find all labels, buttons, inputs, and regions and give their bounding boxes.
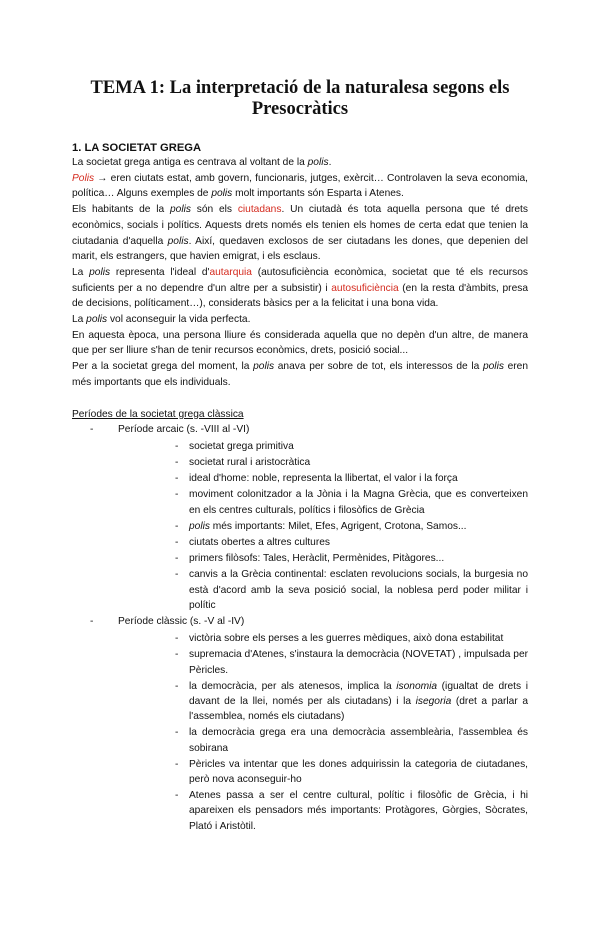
list-item: - supremacia d'Atenes, s'instaura la democràcia (NOVETAT) , impulsada per Pèricles.: [118, 647, 528, 677]
text: (igualtat de drets i davant de la llei, només per als ciutadans) i la: [189, 680, 528, 707]
list-item: - societat grega primitiva: [118, 439, 528, 454]
text: més importants: Milet, Efes, Agrigent, Crotona, Samos...: [209, 520, 467, 532]
text: la democràcia, per als atenesos, implica la: [189, 680, 397, 692]
archaic-items: [118, 439, 528, 613]
period-label: Període clàssic (s. -V al -IV): [118, 615, 245, 627]
text: representa l'ideal d': [110, 266, 210, 278]
text: anava per sobre de tot, els interessos de la: [274, 361, 483, 373]
text: La: [72, 314, 87, 326]
text: vol aconseguir la vida perfecta.: [107, 314, 251, 326]
list-item: - Pèricles va intentar que les dones adquirissin la categoria de ciutadanes, però nova aconseguir-ho: [118, 757, 528, 787]
text-italic: isonomia: [396, 680, 438, 692]
text: Per a la societat grega del moment, la: [72, 361, 254, 373]
paragraph-2: [72, 171, 528, 202]
text-italic: polis: [86, 314, 108, 326]
highlight-term: Polis: [72, 172, 95, 184]
text: La societat grega antiga es centrava al voltant de la: [72, 157, 308, 168]
page-title: TEMA 1: La interpretació de la naturalesa segons els Presocràtics: [90, 78, 510, 119]
highlight-term: autosuficiència: [331, 282, 399, 294]
list-item: - primers filòsofs: Tales, Heràclit, Permènides, Pitàgores...: [118, 551, 528, 566]
text: eren més importants que els individuals.: [72, 361, 528, 388]
text-italic: isegoria: [415, 696, 452, 707]
section-heading: 1. LA SOCIETAT GREGA: [72, 142, 202, 154]
paragraph-7: [72, 359, 528, 390]
text-italic: polis: [211, 188, 233, 200]
period-classic: [72, 614, 528, 834]
text: → eren ciutats estat, amb govern, funcionaris, jutges, exèrcit… Controlaven la seva economia, política… Alguns exemples de: [72, 172, 528, 200]
text: . Un ciutadà és tota aquella persona que té drets econòmics, socials i polítics. Aquests drets només els tenien els homes de certa edat que tenien la ciutadania d'aquella: [72, 204, 528, 247]
period-archaic: [72, 422, 528, 613]
text-italic: polis: [482, 361, 504, 373]
paragraph-6: En aquesta època, una persona lliure és considerada aquella que no depèn d'un altre, de manera que per ser lliure s'han de tenir recursos econòmics, drets, posició social...: [72, 329, 528, 357]
paragraph-3: [72, 202, 528, 265]
text: La: [72, 266, 90, 278]
classic-items: [118, 631, 528, 834]
list-item: - victòria sobre els perses a les guerres mèdiques, això dona estabilitat: [118, 631, 528, 646]
list-item: [118, 519, 528, 534]
list-item: - la democràcia grega era una democràcia assembleària, l'assemblea és sobirana: [118, 725, 528, 755]
list-item: - ciutats obertes a altres cultures: [118, 535, 528, 550]
text: (autosuficiència econòmica, societat que té els recursos suficients per a no dependre d'un altre per a subsistir) i: [72, 266, 528, 294]
list-item: [118, 679, 528, 725]
text: (en la resta d'àmbits, presa de decisions, políticament…), considerats bàsics per a la felicitat i una bona vida.: [72, 282, 528, 310]
paragraph-4: [72, 265, 528, 312]
text-italic: polis: [253, 361, 275, 373]
text-italic: polis: [189, 520, 210, 532]
text-italic: polis: [307, 157, 329, 168]
highlight-term: autarquia: [209, 266, 252, 278]
period-label: Període arcaic (s. -VIII al -VI): [118, 423, 250, 435]
text: . Així, quedaven exclosos de ser ciutadans les dones, que depenien del marit, els estrangers, que havien emigrat, i els esclaus.: [72, 235, 529, 263]
paragraph-1: [72, 155, 528, 171]
periods-list: [72, 422, 528, 834]
list-item: - societat rural i aristocràtica: [118, 455, 528, 470]
periods-heading: Períodes de la societat grega clàssica: [72, 408, 244, 420]
document-page: [0, 78, 600, 926]
list-item: - Atenes passa a ser el centre cultural, polític i filosòfic de Grècia, i hi apareixen els pensadors més importants: Protàgores, Gòrgies, Sòcrates, Plató i Aristòtil.: [118, 788, 528, 834]
list-item: - canvis a la Grècia continental: esclaten revolucions socials, la burgesia no està d'acord amb la seva posició social, la noblesa perd poder militar i polític: [118, 567, 528, 613]
text: Els habitants de la: [72, 204, 170, 216]
text: molt importants són Esparta i Atenes.: [232, 188, 404, 200]
text: són els: [190, 204, 238, 216]
text-italic: polis: [170, 204, 191, 216]
paragraph-5: [72, 312, 528, 328]
text-italic: polis: [89, 266, 111, 278]
text: .: [328, 157, 332, 168]
text: (dret a parlar a l'assemblea, només els ciutadans): [189, 696, 528, 723]
highlight-term: ciutadans: [237, 204, 282, 216]
list-item: - moviment colonitzador a la Jònia i la Magna Grècia, que es converteixen en els centres culturals, polítics i filosòfics de Grècia: [118, 487, 528, 517]
list-item: - ideal d'home: noble, representa la llibertat, el valor i la força: [118, 471, 528, 486]
text-italic: polis: [167, 235, 189, 247]
